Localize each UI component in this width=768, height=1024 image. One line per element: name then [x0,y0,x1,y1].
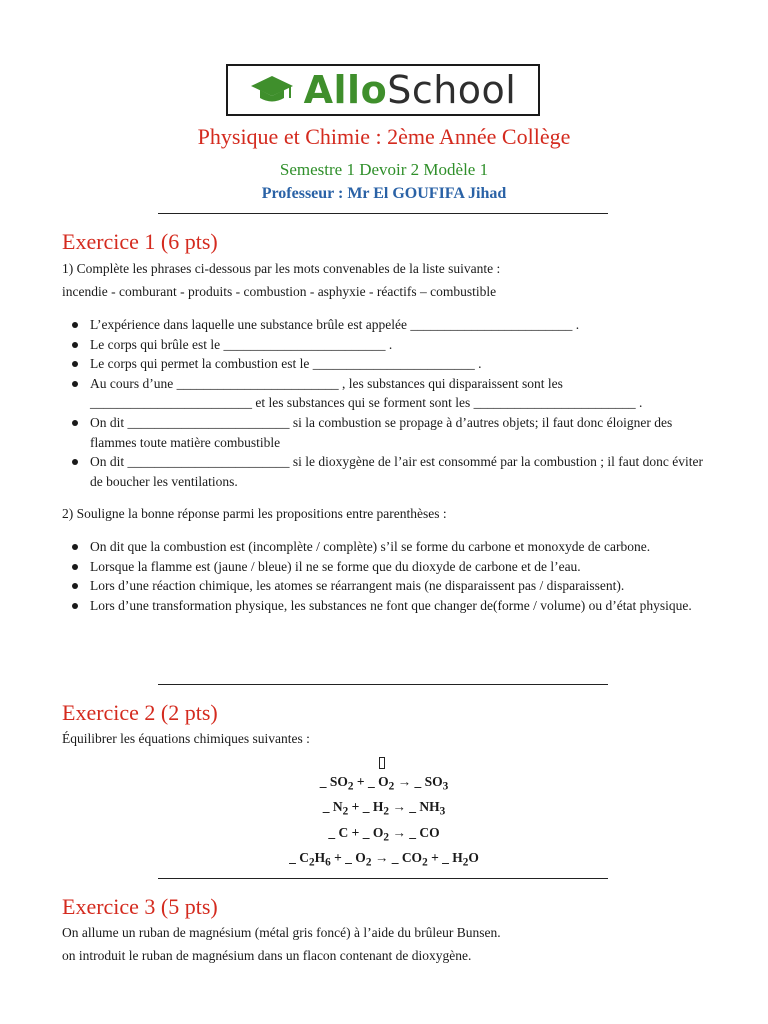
exercise-1-question-2: 2) Souligne la bonne réponse parmi les propositions entre parenthèses : [62,506,447,521]
equations-block [0,772,768,874]
missing-glyph-icon [379,757,385,769]
bullet-icon [72,459,78,465]
bullet-icon [72,564,78,570]
list-item [70,374,710,413]
logo-wordmark [303,68,517,112]
divider [158,213,608,214]
document-title: Physique et Chimie : 2ème Année Collège [197,124,571,149]
equation-row: _ C + _ $O_2$ → _ CO [328,824,440,844]
exercise-2-title: Exercice 2 (2 pts) [62,700,218,725]
list-item-text: Le corps qui brûle est le ________________________ . [90,336,393,352]
list-item-text: Lors d’une transformation physique, les substances ne font que changer de(forme / volume) ou d’état physique. [90,597,692,613]
bullet-icon [72,544,78,550]
list-item [70,335,710,355]
list-item [70,452,710,491]
equation-row: _ $N_2$ + _ $H_2$ → _ $NH_3$ [322,799,446,819]
logo-text-allo: Allo [303,68,388,112]
list-item [70,537,710,557]
list-item [70,576,710,596]
graduation-cap-icon [250,73,294,107]
exercise-1-question-1: 1) Complète les phrases ci-dessous par les mots convenables de la liste suivante : [62,261,501,276]
logo-text-school: School [387,68,517,112]
exercise-1-underline-list [70,537,710,615]
bullet-icon [72,342,78,348]
list-item-text: Lorsque la flamme est (jaune / bleue) il ne se forme que du dioxyde de carbone et de l’eau. [90,558,581,574]
list-item [70,354,710,374]
divider [158,878,608,879]
teacher-name: Professeur : Mr El GOUFIFA Jihad [261,185,507,202]
list-item-text: Lors d’une réaction chimique, les atomes se réarrangent mais (ne disparaissent pas / disparaissent). [90,578,625,594]
exercise-1-title: Exercice 1 (6 pts) [62,229,218,254]
bullet-icon [72,420,78,426]
list-item-text: On dit ________________________ si la combustion se propage à d’autres objets; il faut donc éloigner des flammes toute matière combustible [90,414,673,450]
list-item-text: L’expérience dans laquelle une substance brûle est appelée ________________________ . [90,317,580,332]
list-item-text: On dit ________________________ si le dioxygène de l’air est consommé par la combustion ; il faut donc éviter de boucher les ventilations. [90,454,704,489]
exercise-3-line-2: on introduit le ruban de magnésium dans un flacon contenant de dioxygène. [62,948,472,963]
list-item [70,557,710,577]
alloschool-logo [226,64,540,116]
bullet-icon [72,381,78,387]
exercise-3-line-1: On allume un ruban de magnésium (métal gris foncé) à l’aide du brûleur Bunsen. [62,925,501,940]
exercise-2-instructions: Équilibrer les équations chimiques suivantes : [62,731,310,746]
list-item [70,596,710,616]
equation-row: _ $C_2H_6$ + _ $O_2$ → _ $CO_2$ + _ $H_2O$ [289,850,479,870]
list-item [70,315,710,335]
list-item-text: On dit que la combustion est (incomplète / complète) s’il se forme du carbone et monoxyde de carbone. [90,539,651,554]
bullet-icon [72,603,78,609]
equation-row: _ $SO_2$ + _ $O_2$ → _ $SO_3$ [319,774,449,793]
bullet-icon [72,322,78,328]
list-item [70,413,710,452]
exercise-3-title: Exercice 3 (5 pts) [62,894,218,919]
bullet-icon [72,583,78,589]
divider [158,684,608,685]
list-item-text: Le corps qui permet la combustion est le ________________________ . [90,356,482,372]
exercise-1-word-list: incendie - comburant - produits - combustion - asphyxie - réactifs – combustible [62,284,497,299]
bullet-icon [72,361,78,367]
exercise-1-fill-in-list [70,315,710,491]
document-subtitle: Semestre 1 Devoir 2 Modèle 1 [279,160,489,179]
list-item-text: Au cours d’une ________________________ , les substances qui disparaissent sont les ________________________ et les substances qui se forment sont les ________________________ . [90,375,643,411]
